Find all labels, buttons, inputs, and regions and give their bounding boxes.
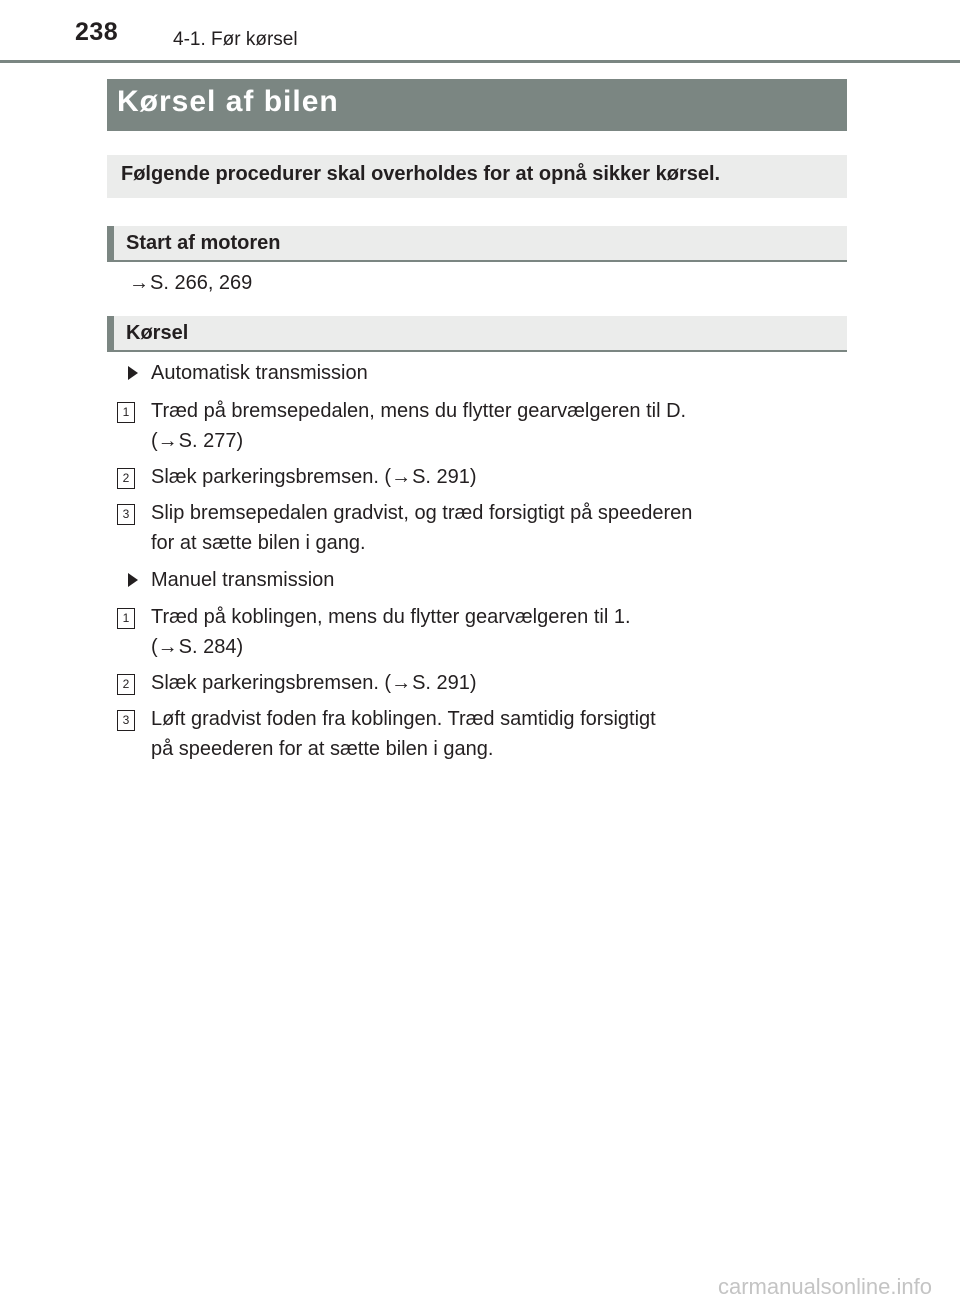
automatic-label: Automatisk transmission: [151, 362, 368, 384]
intro-box: Følgende procedurer skal overholdes for at opnå sikker kørsel.: [107, 155, 847, 198]
step-line: Løft gradvist foden fra koblingen. Træd samtidig forsigtigt: [151, 708, 656, 730]
step-number: 2: [117, 468, 135, 489]
reference-text[interactable]: S. 291): [412, 466, 477, 488]
step-line-text: Slæk parkeringsbremsen. (: [151, 672, 392, 694]
right-arrow-icon: →: [391, 466, 412, 488]
right-arrow-icon: →: [157, 430, 178, 452]
title-bar: [107, 79, 847, 131]
step-text: [151, 462, 477, 492]
manual-bullet: [128, 569, 334, 592]
step-line: [151, 668, 477, 698]
section-label: 4-1. Før kørsel: [173, 29, 298, 50]
paren: (: [151, 636, 158, 658]
step-text: [151, 704, 656, 764]
watermark: carmanualsonline.info: [717, 1274, 932, 1299]
step-line: Slip bremsepedalen gradvist, og træd forsigtigt på speederen: [151, 502, 693, 524]
automatic-bullet: [128, 362, 368, 385]
step-number: 1: [117, 608, 135, 629]
step-number: 3: [117, 710, 135, 731]
header-rule: [0, 60, 960, 63]
start-reference[interactable]: [129, 272, 252, 295]
reference-text: S. 277): [178, 430, 244, 452]
right-arrow-icon: →: [391, 672, 412, 694]
step-line: for at sætte bilen i gang.: [151, 532, 366, 554]
step-line: på speederen for at sætte bilen i gang.: [151, 738, 494, 760]
reference-text[interactable]: S. 291): [412, 672, 477, 694]
paren: (: [151, 430, 158, 452]
right-arrow-icon: →: [157, 636, 178, 658]
right-arrow-icon: →: [129, 272, 149, 294]
reference-text: S. 284): [178, 636, 244, 658]
page-number: 238: [75, 18, 119, 46]
step-number: 1: [117, 402, 135, 423]
step-text: [151, 396, 686, 456]
step-reference[interactable]: [151, 426, 686, 456]
driving-heading: Kørsel: [107, 316, 847, 352]
step-number: 3: [117, 504, 135, 525]
manual-label: Manuel transmission: [151, 569, 335, 591]
step-line: Træd på bremsepedalen, mens du flytter gearvælgeren til D.: [151, 400, 687, 422]
step-text: [151, 498, 692, 558]
reference-text: S. 266, 269: [150, 272, 253, 294]
triangle-bullet-icon: [128, 366, 138, 380]
page-title: Kørsel af bilen: [117, 85, 339, 118]
step-line-text: Slæk parkeringsbremsen. (: [151, 466, 392, 488]
step-text: [151, 602, 631, 662]
start-heading: Start af motoren: [107, 226, 847, 262]
step-reference[interactable]: [151, 632, 631, 662]
step-line: [151, 462, 477, 492]
step-text: [151, 668, 477, 698]
triangle-bullet-icon: [128, 573, 138, 587]
step-number: 2: [117, 674, 135, 695]
step-line: Træd på koblingen, mens du flytter gearvælgeren til 1.: [151, 606, 631, 628]
